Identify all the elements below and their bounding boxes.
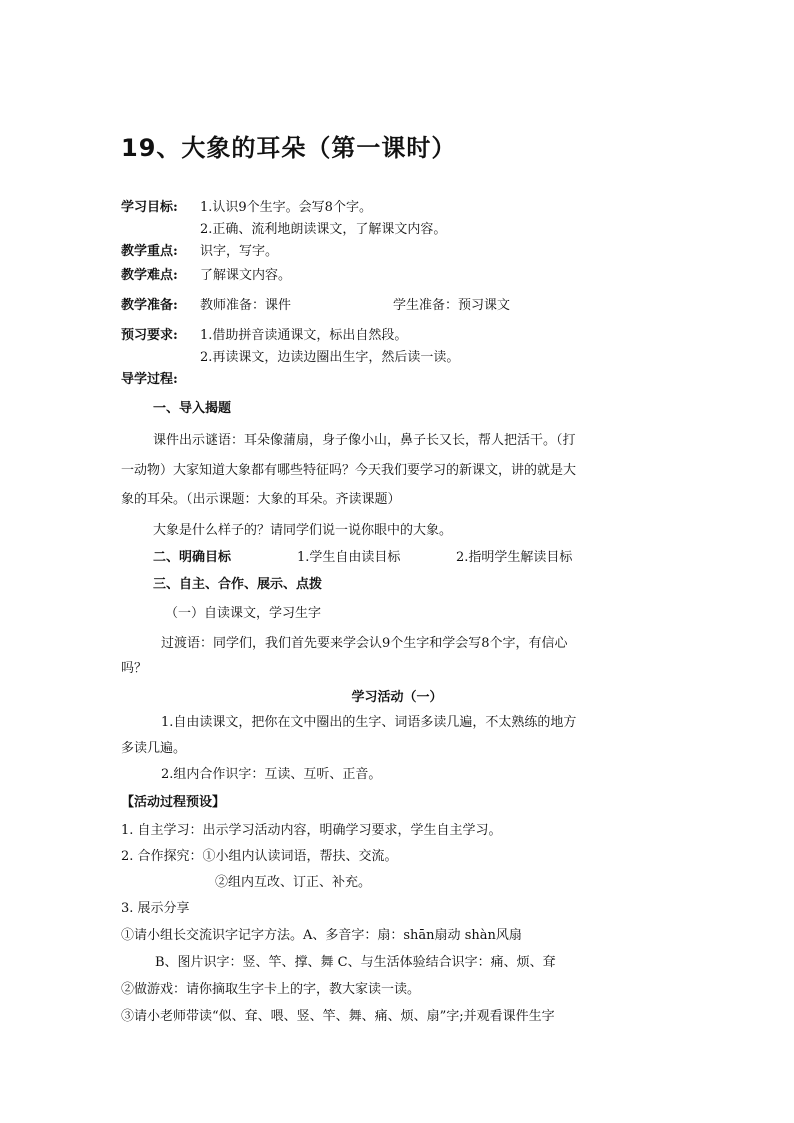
activity-item-1-line-1: 1.自由读课文，把你在文中圈出的生字、词语多读几遍，不太熟练的地方 [161,715,577,730]
objective-item-2: 2.正确、流利地朗读课文，了解课文内容。 [200,222,447,237]
difficulty-label: 教学难点: [121,268,178,283]
activity-item-1-line-2: 多读几遍。 [121,741,187,756]
key-point-label: 教学重点: [121,244,178,259]
student-preparation: 学生准备：预习课文 [393,298,511,313]
process-label: 导学过程: [121,372,178,387]
section-1-heading: 一、导入揭题 [153,401,232,416]
preset-line-3: ②做游戏：请你摘取生字卡上的字，教大家读一读。 [121,982,421,997]
section-2-heading: 二、明确目标 [153,550,232,565]
section-3-subheading: （一）自读课文，学习生字 [165,606,322,621]
preset-line-2: B、图片识字：竖、竿、撑、舞 C、与生活体验结合识字：痛、烦、耷 [155,955,556,970]
preset-step-2b: ②组内互改、订正、补充。 [215,875,372,890]
section-1-para-line-3: 象的耳朵。（出示课题：大象的耳朵。齐读课题） [121,492,401,507]
preset-step-3: 3. 展示分享 [121,901,190,916]
section-2-item-1: 1.学生自由读目标 [297,550,401,565]
section-1-para-2: 大象是什么样子的？请同学们说一说你眼中的大象。 [153,523,453,538]
section-1-para-line-2: 一动物）大家知道大象都有哪些特征吗？今天我们要学习的新课文，讲的就是大 [121,463,577,478]
transition-line-1: 过渡语：同学们，我们首先要来学会认9个生字和学会写8个字，有信心 [161,636,568,651]
section-1-para-line-1: 课件出示谜语：耳朵像蒲扇，身子像小山，鼻子长又长，帮人把活干。（打 [153,433,576,448]
transition-line-2: 吗？ [121,661,148,676]
key-point-text: 识字，写字。 [200,244,279,259]
activity-item-2: 2.组内合作识字：互读、互听、正音。 [161,767,382,782]
teacher-preparation: 教师准备：课件 [200,298,292,313]
objectives-label: 学习目标: [121,200,178,215]
preset-step-1: 1. 自主学习：出示学习活动内容，明确学习要求，学生自主学习。 [121,823,502,838]
section-2-item-2: 2.指明学生解读目标 [456,550,573,565]
difficulty-text: 了解课文内容。 [200,268,292,283]
page-title: 19、大象的耳朵（第一课时） [121,134,457,162]
preview-item-1: 1.借助拼音读通课文，标出自然段。 [200,328,408,343]
preset-step-2a: 2. 合作探究：①小组内认读词语，帮扶、交流。 [121,849,398,864]
preset-heading: 【活动过程预设】 [121,795,226,810]
objective-item-1: 1.认识9个生字。会写8个字。 [200,200,372,215]
preset-line-1: ①请小组长交流识字记字方法。A、多音字：扇：shān扇动 shàn风扇 [121,928,522,943]
preview-label: 预习要求: [121,328,178,343]
preset-line-4: ③请小老师带读“似、耷、喂、竖、竿、舞、痛、烦、扇”字;并观看课件生字 [121,1009,555,1024]
preparation-label: 教学准备: [121,298,178,313]
section-3-heading: 三、自主、合作、展示、点拨 [153,577,323,592]
activity-heading: 学习活动（一） [351,690,443,705]
preview-item-2: 2.再读课文，边读边圈出生字，然后读一读。 [200,350,460,365]
